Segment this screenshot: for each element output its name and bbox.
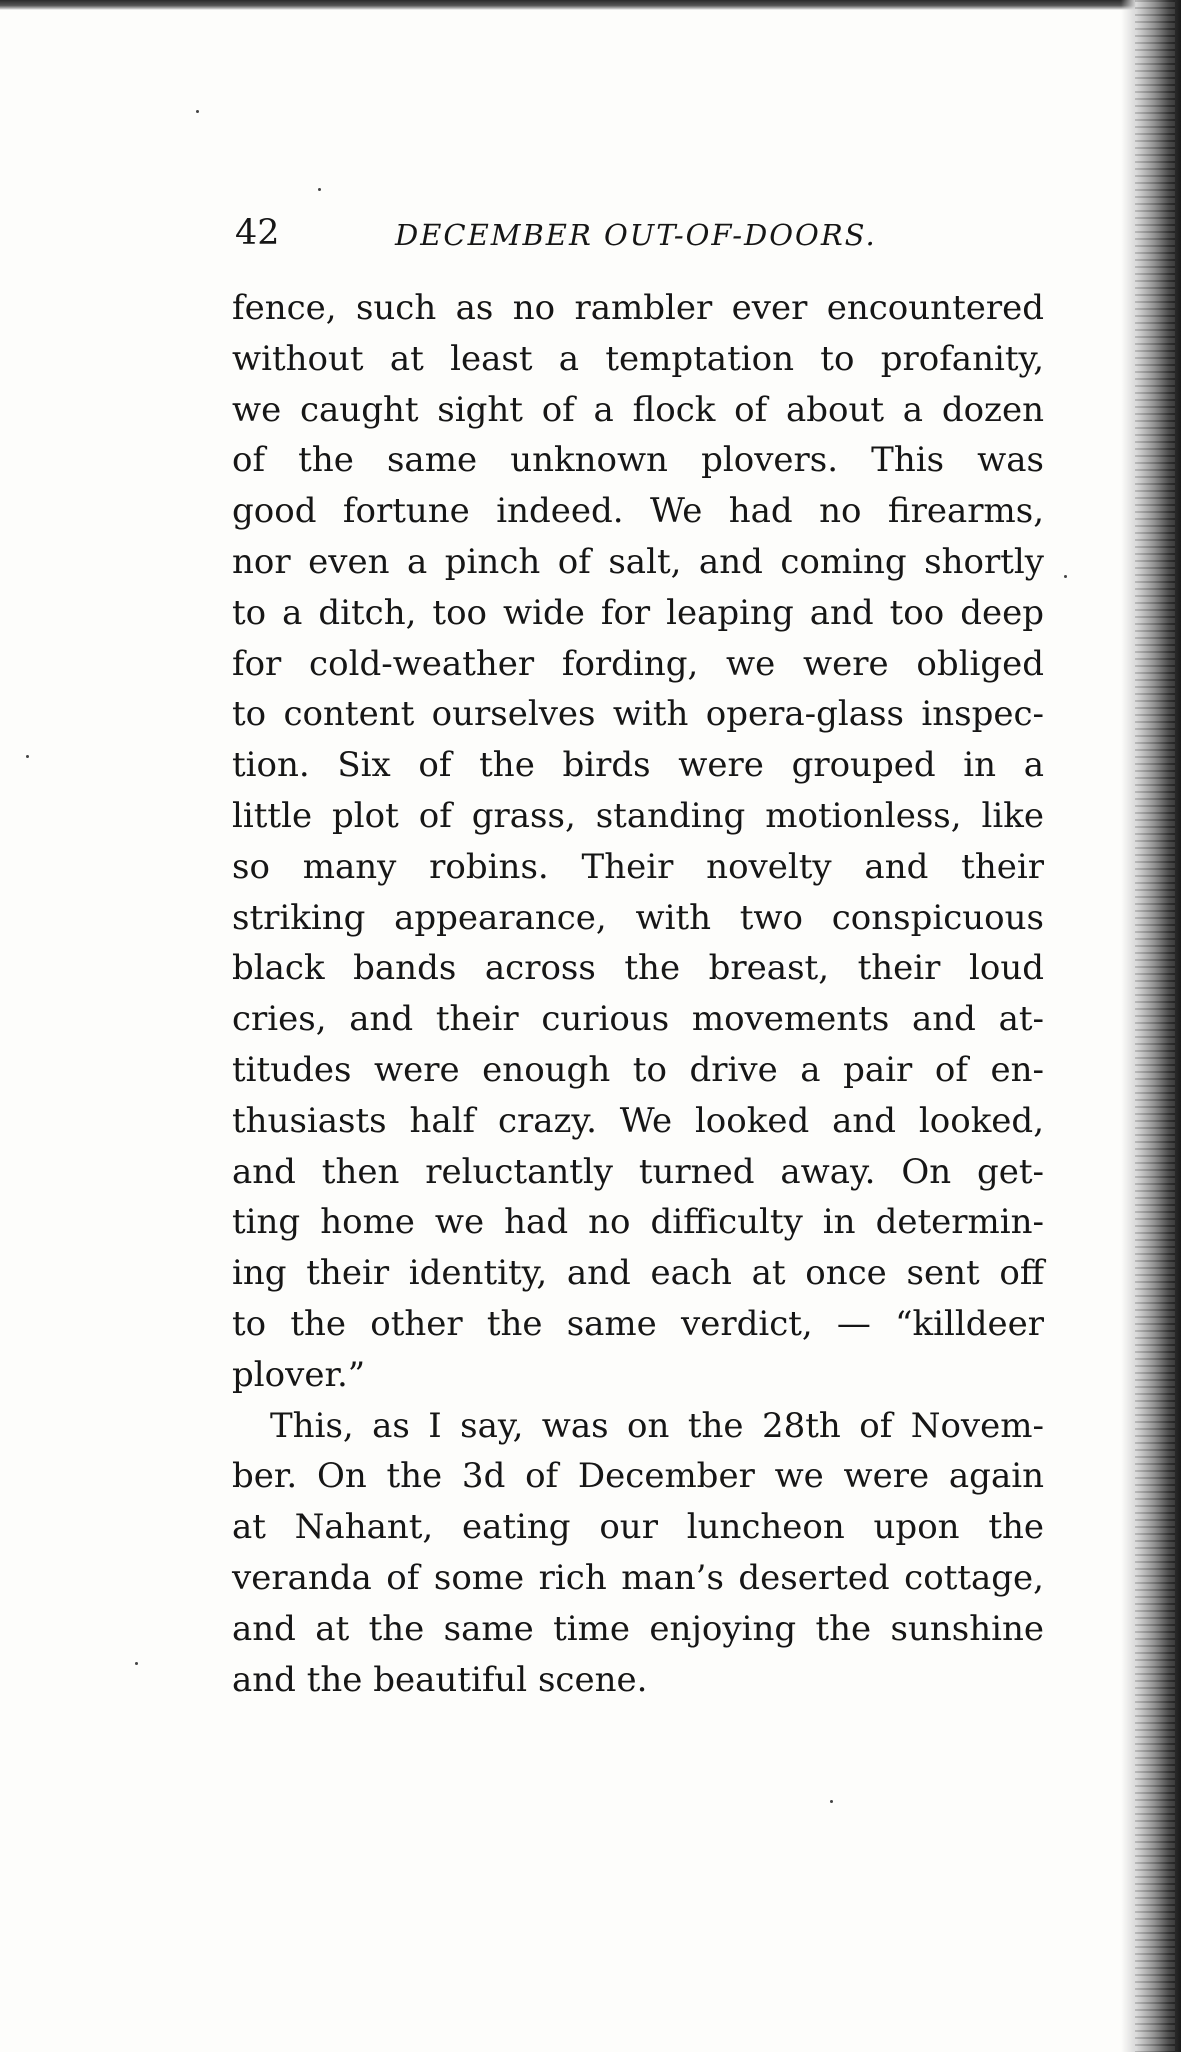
text-line: titudes were enough to drive a pair of en- bbox=[232, 1049, 1044, 1090]
scan-speck bbox=[1064, 575, 1067, 578]
text-line: at Nahant, eating our luncheon upon the bbox=[232, 1507, 1044, 1548]
text-line: little plot of grass, standing motionless, like bbox=[232, 795, 1044, 836]
text-line: fence, such as no rambler ever encountered bbox=[232, 288, 1044, 328]
text-line: nor even a pinch of salt, and coming shortly bbox=[232, 541, 1044, 582]
scan-gutter-streaks bbox=[1135, 0, 1175, 2052]
text-line: so many robins. Their novelty and their bbox=[232, 846, 1044, 887]
scan-speck bbox=[196, 110, 199, 113]
text-line: tion. Six of the birds were grouped in a bbox=[232, 745, 1044, 786]
text-line: striking appearance, with two conspicuous bbox=[232, 897, 1044, 938]
text-line: for cold-weather fording, we were obliged bbox=[232, 643, 1044, 684]
text-line: and at the same time enjoying the sunshine bbox=[232, 1608, 1044, 1649]
page-header bbox=[235, 208, 1055, 258]
text-line: without at least a temptation to profanity, bbox=[232, 338, 1044, 379]
scan-top-border bbox=[0, 0, 1181, 10]
text-line: to content ourselves with opera-glass inspec- bbox=[232, 694, 1044, 735]
text-line: we caught sight of a flock of about a dozen bbox=[232, 389, 1044, 430]
scan-speck bbox=[26, 755, 29, 758]
text-line: This, as I say, was on the 28th of Novem- bbox=[270, 1405, 1044, 1446]
body-text bbox=[232, 283, 1044, 1705]
text-line: veranda of some rich man’s deserted cottage, bbox=[232, 1557, 1044, 1598]
text-line: good fortune indeed. We had no firearms, bbox=[232, 491, 1044, 532]
text-line: to a ditch, too wide for leaping and too deep bbox=[232, 592, 1044, 633]
text-line: cries, and their curious movements and at- bbox=[232, 999, 1044, 1040]
text-line: and the beautiful scene. bbox=[232, 1659, 648, 1700]
text-line: and then reluctantly turned away. On get- bbox=[232, 1151, 1044, 1192]
text-line: of the same unknown plovers. This was bbox=[232, 440, 1044, 481]
text-line: black bands across the breast, their loud bbox=[232, 948, 1044, 989]
text-line: ing their identity, and each at once sent off bbox=[232, 1253, 1044, 1294]
scan-speck bbox=[830, 1800, 833, 1803]
running-title: DECEMBER OUT-OF-DOORS. bbox=[395, 218, 877, 252]
text-line: ting home we had no difficulty in determin- bbox=[232, 1202, 1044, 1243]
text-line: plover.” bbox=[232, 1354, 366, 1395]
text-line: thusiasts half crazy. We looked and looked, bbox=[232, 1100, 1044, 1141]
text-line: ber. On the 3d of December we were again bbox=[232, 1456, 1044, 1497]
scan-speck bbox=[135, 1662, 138, 1665]
scan-speck bbox=[318, 188, 321, 191]
text-line: to the other the same verdict, — “killdeer bbox=[232, 1303, 1044, 1344]
page-number: 42 bbox=[235, 213, 280, 253]
